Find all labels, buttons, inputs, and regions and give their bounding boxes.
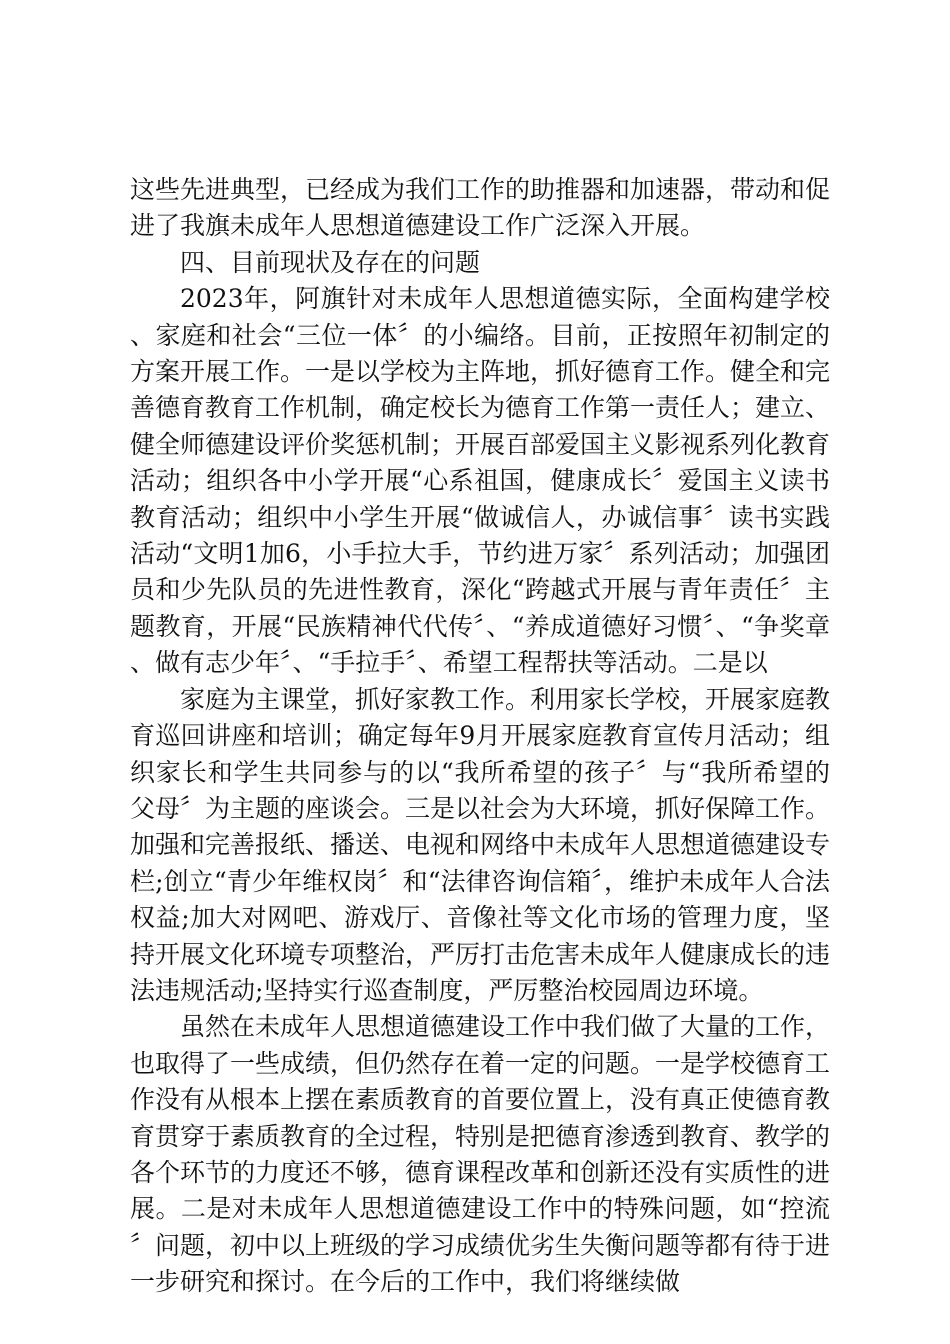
- paragraph-continuation: 这些先进典型，已经成为我们工作的助推器和加速器，带动和促进了我旗未成年人思想道德建设工作广泛深入开展。: [130, 175, 831, 241]
- paragraph-family-society: 家庭为主课堂，抓好家教工作。利用家长学校，开展家庭教育巡回讲座和培训；确定每年9月开展家庭教育宣传月活动；组织家长和学生共同参与的以“我所希望的孩子〞与“我所希望的父母〞为主题的座谈会。三是以社会为大环境，抓好保障工作。加强和完善报纸、播送、电视和网络中未成年人思想道德建设专栏;创立“青少年维权岗〞和“法律咨询信箱〞，维护未成年人合法权益;加大对网吧、游戏厅、音像社等文化市场的管理力度，坚持开展文化环境专项整治，严厉打击危害未成年人健康成长的违法违规活动;坚持实行巡查制度，严厉整治校园周边环境。: [130, 684, 831, 1005]
- paragraph-problems: 虽然在未成年人思想道德建设工作中我们做了大量的工作，也取得了一些成绩，但仍然存在着一定的问题。一是学校德育工作没有从根本上摆在素质教育的首要位置上，没有真正使德育教育贯穿于素质教育的全过程，特别是把德育渗透到教育、教学的各个环节的力度还不够，德育课程改革和创新还没有实质性的进展。二是对未成年人思想道德建设工作中的特殊问题，如“控流〞问题，初中以上班级的学习成绩优劣生失衡问题等都有待于进一步研究和探讨。在今后的工作中，我们将继续做: [130, 1012, 831, 1297]
- document-page: [130, 172, 830, 1301]
- section-heading: 四、目前现状及存在的问题: [180, 247, 481, 277]
- paragraph-current-status: 2023年，阿旗针对未成年人思想道德实际，全面构建学校、家庭和社会“三位一体〞的小编络。目前，正按照年初制定的方案开展工作。一是以学校为主阵地，抓好德育工作。健全和完善德育教育工作机制，确定校长为德育工作第一责任人；建立、健全师德建设评价奖惩机制；开展百部爱国主义影视系列化教育活动；组织各中小学开展“心系祖国，健康成长〞爱国主义读书教育活动；组织中小学生开展“做诚信人，办诚信事〞读书实践活动“文明1加6，小手拉大手，节约进万家〞系列活动；加强团员和少先队员的先进性教育，深化“跨越式开展与青年责任〞主题教育，开展“民族精神代代传〞、“养成道德好习惯〞、“争奖章、做有志少年〞、“手拉手〞、希望工程帮扶等活动。二是以: [130, 284, 831, 678]
